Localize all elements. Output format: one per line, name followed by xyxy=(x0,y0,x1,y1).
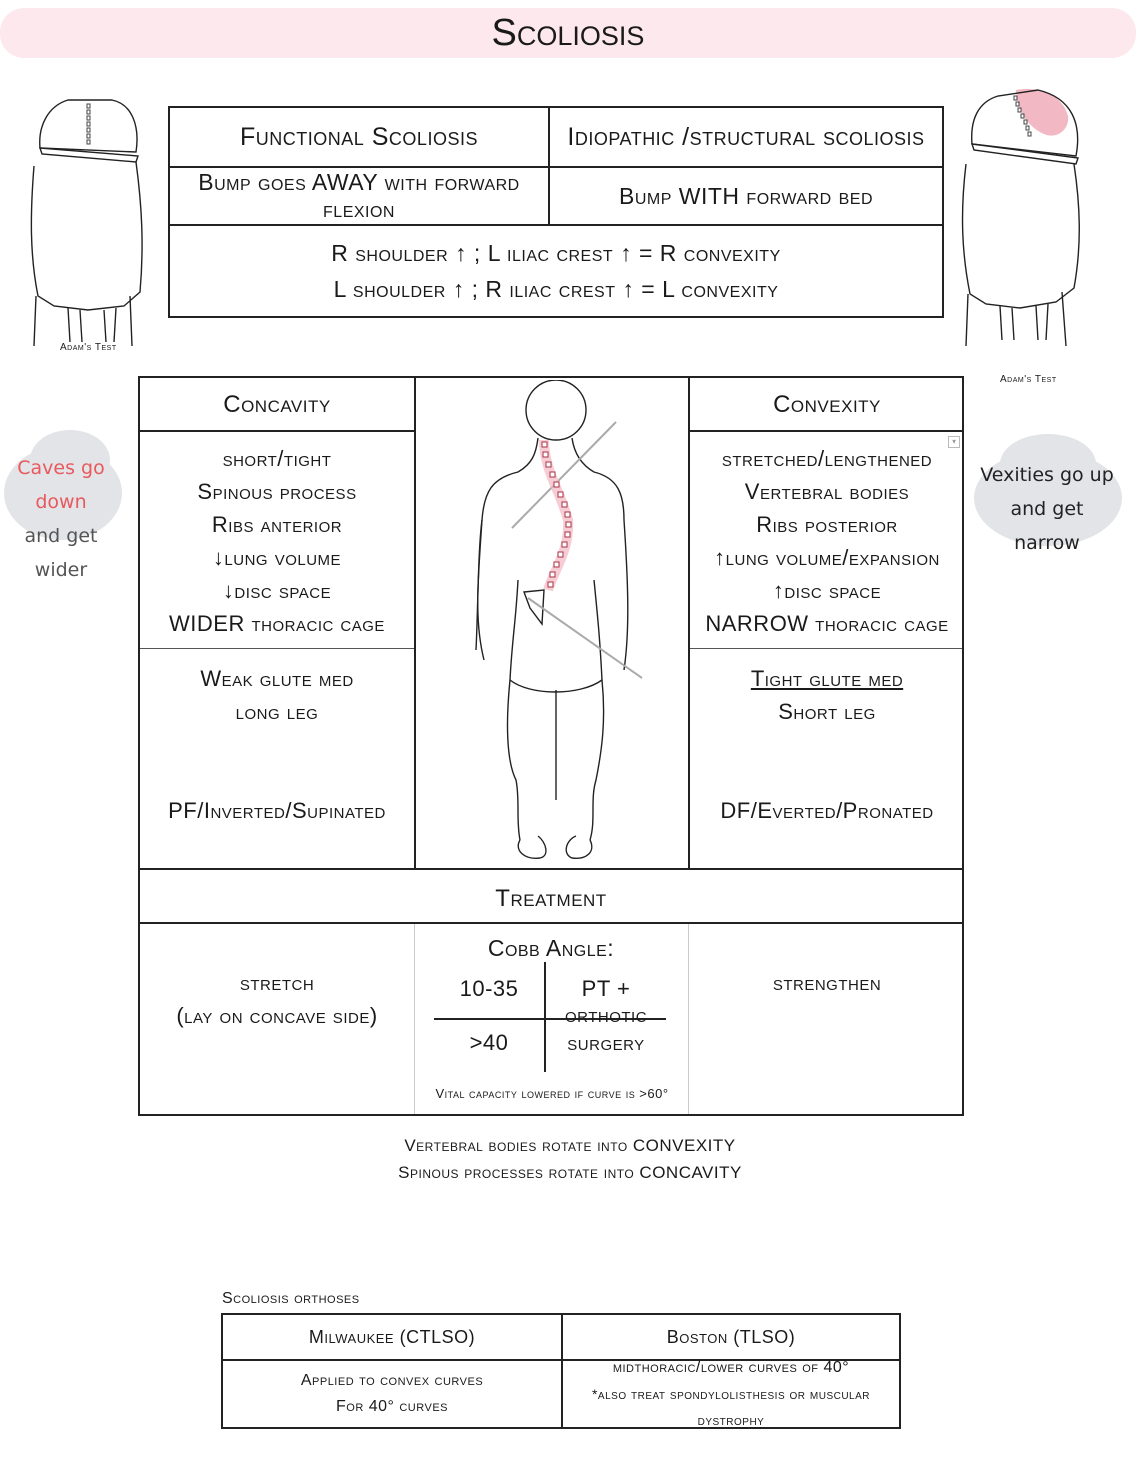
idiopathic-header: Idiopathic /structural scoliosis xyxy=(548,108,942,166)
treatment-strengthen: strengthen xyxy=(772,970,882,995)
divider xyxy=(140,922,962,924)
concavity-leg: long leg xyxy=(235,699,319,724)
concavity-list xyxy=(140,442,414,640)
divider xyxy=(140,430,414,432)
divider xyxy=(414,378,416,868)
orthoses-table xyxy=(221,1313,901,1429)
convexity-rule-right: R shoulder ↑ ; L iliac crest ↑ = R convexity xyxy=(331,240,781,266)
treatment-stretch xyxy=(140,966,414,1032)
spine-curve-figure xyxy=(420,380,684,866)
rotation-note-bodies: Vertebral bodies rotate into CONVEXITY xyxy=(404,1136,736,1155)
milwaukee-header: Milwaukee (CTLSO) xyxy=(308,1326,476,1347)
divider xyxy=(690,430,962,432)
divider xyxy=(140,868,962,870)
convexity-item: Ribs posterior xyxy=(756,512,898,537)
boston-line: *also treat spondylolisthesis or muscular dystrophy xyxy=(591,1386,871,1428)
cloud-right-line2: and get narrow xyxy=(1010,498,1084,554)
vital-capacity-note: Vital capacity lowered if curve is >60° xyxy=(435,1086,669,1101)
convexity-header: Convexity xyxy=(773,391,881,418)
convexity-item: Vertebral bodies xyxy=(744,479,910,504)
cobb-angle-title: Cobb Angle: xyxy=(487,935,615,961)
boston-line: midthoracic/lower curves of 40° xyxy=(612,1359,850,1376)
adams-test-figure-right xyxy=(958,84,1090,356)
concavity-item: Spinous process xyxy=(197,479,357,504)
concavity-item: short/tight xyxy=(222,446,332,471)
cloud-left-text xyxy=(0,451,126,587)
divider xyxy=(690,648,962,649)
functional-desc: Bump goes AWAY with forward flexion xyxy=(170,166,548,224)
concavity-item: WIDER thoracic cage xyxy=(169,611,385,636)
cloud-left-line2: and get wider xyxy=(24,525,98,581)
boston-header: Boston (TLSO) xyxy=(561,1315,899,1359)
cobb-treatment: PT + orthotic xyxy=(564,976,648,1027)
convexity-rules xyxy=(170,224,942,316)
convexity-item: ↑disc space xyxy=(772,578,882,603)
concavity-glute: Weak glute med xyxy=(200,666,354,691)
convexity-foot: DF/Everted/Pronated xyxy=(720,798,934,823)
treatment-stretch-label: stretch xyxy=(239,970,315,995)
treatment-header: Treatment xyxy=(495,885,607,912)
adams-test-figure-left xyxy=(28,96,160,358)
concavity-muscle xyxy=(140,662,414,728)
rotation-note-spinous: Spinous processes rotate into CONCAVITY xyxy=(398,1163,742,1182)
cloud-right-text xyxy=(978,458,1116,560)
convexity-muscle xyxy=(690,662,964,728)
concavity-convexity-table xyxy=(138,376,964,1116)
convexity-leg: Short leg xyxy=(778,699,876,724)
cloud-left-line1: Caves go down xyxy=(17,457,105,513)
concavity-header: Concavity xyxy=(223,391,331,418)
dropdown-indicator-icon: ▾ xyxy=(948,436,960,448)
cobb-range: 10-35 xyxy=(459,976,519,1001)
idiopathic-desc: Bump WITH forward bed xyxy=(548,166,942,224)
concavity-item: ↓disc space xyxy=(222,578,332,603)
convexity-item: ↑lung volume/expansion xyxy=(714,545,940,570)
rotation-notes xyxy=(300,1132,840,1186)
cobb-range: >40 xyxy=(469,1030,509,1055)
page-title: Scoliosis xyxy=(491,12,645,54)
adams-test-label-left: Adam's Test xyxy=(60,342,117,353)
concavity-foot: PF/Inverted/Supinated xyxy=(168,798,386,823)
functional-header: Functional Scoliosis xyxy=(240,122,478,151)
milwaukee-desc xyxy=(223,1359,561,1427)
milwaukee-line: Applied to convex curves xyxy=(300,1372,484,1389)
divider xyxy=(688,924,689,1114)
convexity-glute: Tight glute med xyxy=(750,666,904,691)
cloud-right-line1: Vexities go up xyxy=(980,464,1114,486)
convexity-list xyxy=(690,442,964,640)
orthoses-caption: Scoliosis orthoses xyxy=(222,1290,360,1307)
concavity-item: Ribs anterior xyxy=(211,512,343,537)
functional-vs-structural-table xyxy=(168,106,944,318)
convexity-item: NARROW thoracic cage xyxy=(705,611,949,636)
adams-test-label-right: Adam's Test xyxy=(1000,374,1057,385)
cobb-treatment: surgery xyxy=(567,1030,645,1055)
treatment-stretch-note: (lay on concave side) xyxy=(176,1003,378,1028)
concavity-item: ↓lung volume xyxy=(212,545,342,570)
convexity-item: stretched/lengthened xyxy=(721,446,933,471)
boston-desc xyxy=(561,1359,899,1427)
milwaukee-line: For 40° curves xyxy=(335,1398,448,1415)
divider xyxy=(140,648,414,649)
convexity-rule-left: L shoulder ↑ ; R iliac crest ↑ = L convexity xyxy=(333,276,779,302)
